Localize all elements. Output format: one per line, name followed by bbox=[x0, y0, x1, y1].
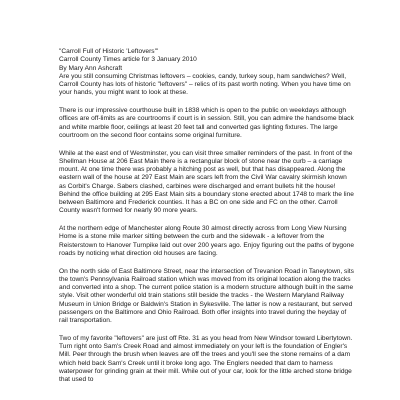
paragraph-courthouse: There is our impressive courthouse built in 1838 which is open to the public on weekdays although offices are off-limits as are courtrooms if court is in session. Still, you can admire the handsome black and white marble floor, ceilings at least 20 feet tall and converted gas lighting fixtures. The large courtroom on the second floor contains some original furniture. bbox=[59, 107, 354, 139]
paragraph-gap bbox=[59, 98, 355, 108]
paragraph-taneytown: On the north side of East Baltimore Street, near the intersection of Trevanion Road in Taneytown, sits the town's Pennsylvania Railroad station which was moved from its original location along the tracks and converted into a shop. The current police station is a modern structure although built in the same style. Visit other wonderful old train stations still beside the tracks - the Western Maryland Railway Museum in Union Bridge or Baldwin's Station in Sykesville. The latter is now a restaurant, but served passengers on the Baltimore and Ohio Railroad. Both offer insights into travel during the heyday of rail transportation. bbox=[59, 267, 354, 324]
paragraph-westminster: While at the east end of Westminster, you can visit three smaller reminders of the past. In front of the Shellman House at 206 East Main there is a rectangular block of stone near the curb – a carriage mount. At one time there was probably a hitching post as well, but that has disappeared. Along the eastern wall of the house at 297 East Main are scars left from the Civil War cavalry skirmish known as Corbit's Charge. Sabers clashed, carbines were discharged and errant bullets hit the house! Behind the office building at 295 East Main sits a boundary stone erected about 1748 to mark the line between Baltimore and Frederick counties. It has a BC on one side and FC on the other. Carroll County wasn't formed for nearly 90 more years. bbox=[59, 149, 354, 215]
paragraph-manchester: At the northern edge of Manchester along Route 30 almost directly across from Long View Nursing Home is a stone mile marker sitting between the curb and the sidewalk - a leftover from the Reisterstown to Hanover Turnpike laid out over 200 years ago. Enjoy figuring out the paths of bygone roads by noticing what direction old houses are facing. bbox=[59, 225, 355, 257]
article-title: "Carroll Full of Historic 'Leftovers'" bbox=[59, 48, 159, 55]
paragraph-intro: Are you still consuming Christmas leftovers – cookies, candy, turkey soup, ham sandwiches? Well, Carroll County has lots of historic "leftovers" – relics of its past worth noting. When you have time on your hands, you might want to look at these. bbox=[59, 72, 351, 97]
article-source: Carroll County Times article for 3 January 2010 bbox=[59, 56, 197, 64]
article-author: By Mary Ann Ashcraft bbox=[59, 64, 123, 72]
paragraph-gap bbox=[59, 216, 355, 226]
paragraph-gap bbox=[59, 258, 355, 268]
article-body bbox=[59, 48, 355, 384]
paragraph-gap bbox=[59, 325, 355, 335]
paragraph-new-windsor: Two of my favorite "leftovers" are just off Rte. 31 as you head from New Windsor toward Libertytown. Turn right onto Sam's Creek Road and almost immediately on your left is the foundation of Engler's Mill. Peer through the brush when leaves are off the trees and you'll see the stone remains of a dam which held back Sam's Creek until it broke long ago. The Englers needed that dam to harness waterpower for grinding grain at their mill. While out of your car, look for the little arched stone bridge that used to bbox=[59, 334, 353, 383]
paragraph-gap bbox=[59, 140, 355, 150]
